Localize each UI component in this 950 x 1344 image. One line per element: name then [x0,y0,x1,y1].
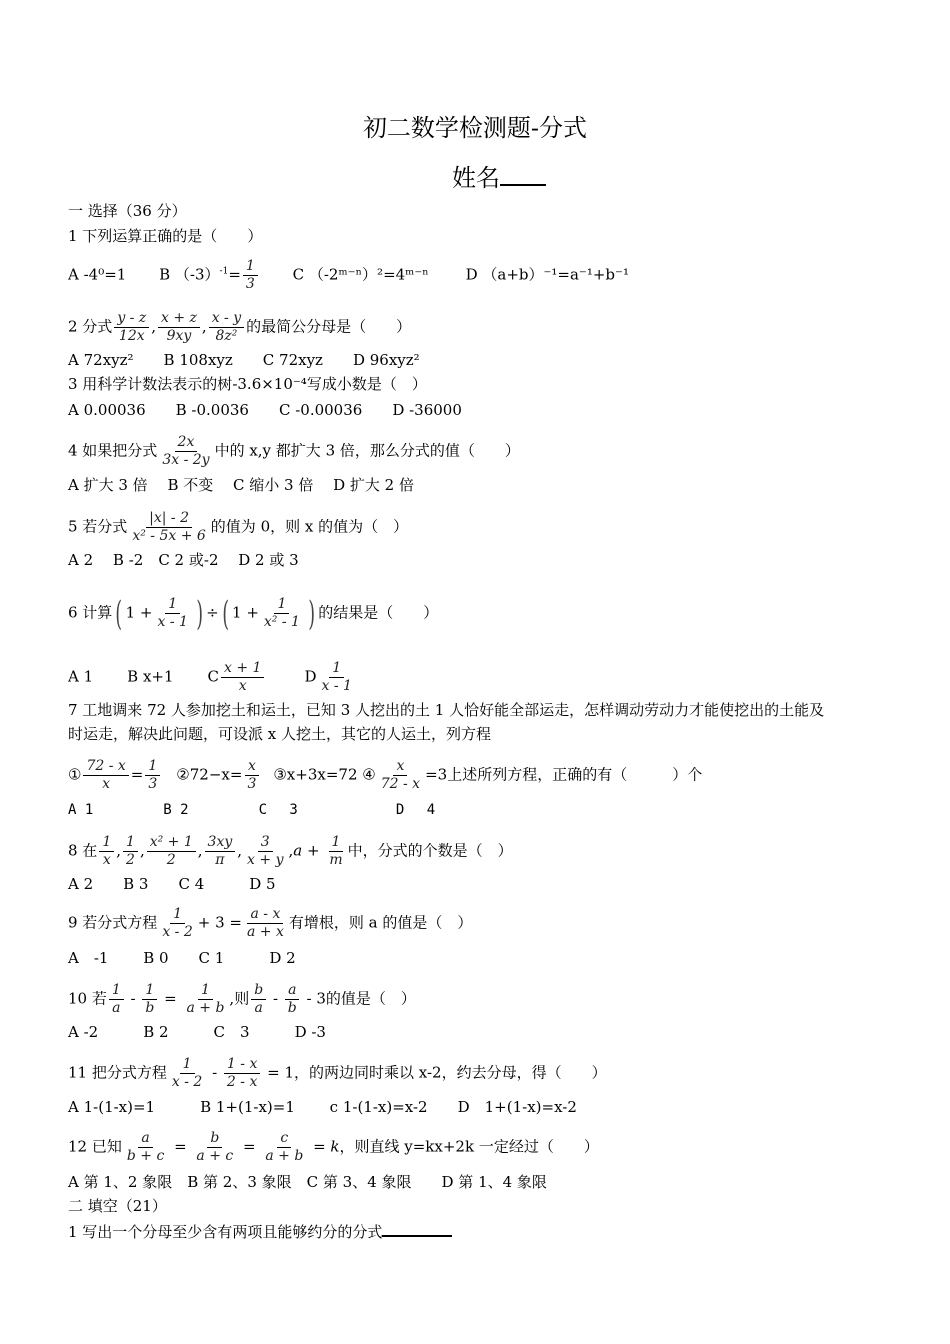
q10-pre: 10 若 [68,989,107,1008]
fill-q1-stem: 1 写出一个分母至少含有两项且能够约分的分式 [68,1223,383,1241]
q4-num: 2x [175,434,198,452]
q2-f1-num: y - z [114,310,149,328]
q2-f1-den: 12x [118,328,145,344]
q9-g-num: a - x [247,906,283,924]
q1-option-c: C （-2ᵐ⁻ⁿ）²=4ᵐ⁻ⁿ [292,265,429,284]
q5-options: A 2 B -2 C 2 或-2 D 2 或 3 [68,551,299,569]
q8-fraction-6: $\frac{1}{m}$ [329,834,343,868]
q6-stem: 6 计算( 1 + $\frac{1}{x - 1}$ ) ÷( 1 + $\frac{1}{\text{x² - 1}}$ ) 的结果是（ ） [68,593,439,634]
q6-f2-den: x² - 1 [263,614,300,630]
q6-f2-num: 1 [274,596,289,614]
q9-pre: 9 若分式方程 [68,913,158,932]
q5-fraction [129,510,208,545]
q8-pre: 8 在 [68,841,98,860]
q1-b-num: 1 [243,258,258,276]
q2-f2-num: x + z [158,310,200,328]
q6-option-c-fraction [221,660,264,695]
q1-option-b-fraction [243,258,258,293]
q1-option-a: A -4⁰=1 [68,265,127,284]
q7-equations [68,758,702,793]
q2-post: 的最简公分母是（ ） [246,317,412,336]
q9-options: A -1 B 0 C 1 D 2 [68,949,296,967]
q1-option-b-eq: = [228,265,241,284]
q6-fraction-1 [154,596,190,631]
q7-e1r-num: 1 [145,758,160,776]
q6-option-c: C [207,667,220,686]
q7-eq2: ②72−x= [176,765,243,784]
q9-f-den: x - 2 [162,924,193,940]
q5-pre: 5 若分式 [68,517,128,536]
q4-fraction [159,434,212,469]
q6-post: 的结果是（ ） [318,603,439,622]
q7-e1-den: x [102,776,111,792]
q5-den: x² - 5x + 6 [132,528,206,544]
q6-d-den: x - 1 [321,678,352,694]
q8-fraction-3: $\frac{\text{x² + 1}}{2}$ [147,834,196,869]
q10-post: 的值是（ ） [325,989,416,1008]
section-choice-heading: 一 选择（36 分） [68,202,187,220]
fill-q1-answer-blank[interactable] [382,1221,452,1237]
q6-c-num: x + 1 [221,660,264,678]
q6-option-b: B x+1 [127,667,174,686]
name-field [452,158,546,193]
q6-d-num: 1 [329,660,344,678]
q1-option-b-exp: -1 [219,266,229,277]
q8-stem: 8 在 $\frac{1}{x}$ , $\frac{1}{2}$ , $\frac{\text{x² + 1}}{2}$ , $\frac{3xy}{\pi}$ , $\frac{3}{x + y}$ ,a + $\frac{1}{m}$ 中，分式的个数是（ ） [68,834,513,868]
q2-options: A 72xyz² B 108xyz C 72xyz D 96xyz² [68,351,420,369]
q6-f1-den: x - 1 [157,614,188,630]
q8-fraction-2: $\frac{1}{2}$ [123,834,138,869]
q6-c-den: x [238,678,247,694]
q12-pre: 12 已知 [68,1137,122,1156]
q7-stem-line-2: 时运走，解决此问题，可设派 x 人挖土，其它的人运土，列方程 [68,725,491,743]
q1-options [68,258,629,293]
q7-eq1-lhs [83,758,128,793]
q9-mid: + 3 = [197,913,242,932]
q7-e2-num: x [245,758,259,776]
q4-options: A 扩大 3 倍 B 不变 C 缩小 3 倍 D 扩大 2 倍 [68,476,414,494]
q9-post: 有增根，则 a 的值是（ ） [288,913,473,932]
q7-eq4-eq: =3 [425,765,448,784]
q7-e1-num: 72 - x [83,758,128,776]
q2-fraction-1 [114,310,149,345]
q6-option-d-fraction [318,660,354,695]
q7-e2-den: 3 [247,776,257,792]
q1-stem: 1 下列运算正确的是（ ） [68,227,263,245]
q5-num: |x| - 2 [146,510,192,528]
q10-options: A -2 B 2 C 3 D -3 [68,1023,326,1041]
section-fill-heading: 二 填空（21） [68,1197,167,1215]
q6-fraction-2 [261,596,303,631]
q3-stem: 3 用科学计数法表示的树-3.6×10⁻⁴写成小数是（ ） [68,375,427,393]
q11-post: ，的两边同时乘以 x-2，约去分母，得（ ） [294,1063,607,1082]
q12-stem: 12 已知 $\frac{a}{b + c}$ = $\frac{b}{a + c}$ = $\frac{c}{a + b}$ = k，则直线 y=kx+2k 一定经过（ ） [68,1130,599,1164]
q4-den: 3x - 2y [162,452,210,468]
q1-option-b-pre: B （-3） [159,265,220,284]
q2-f2-den: 9xy [166,328,192,344]
q6-f1-num: 1 [165,596,180,614]
q8-fraction-4: $\frac{3xy}{\pi}$ [205,834,236,869]
q7-e4-num: x [393,758,407,776]
q11-options: A 1-(1-x)=1 B 1+(1-x)=1 c 1-(1-x)=x-2 D 1+(1-x)=x-2 [68,1098,577,1116]
q8-fraction-1: $\frac{1}{x}$ [99,834,114,869]
q8-post: 中，分式的个数是（ ） [347,841,513,860]
q3-options: A 0.00036 B -0.0036 C -0.00036 D -36000 [68,401,462,419]
q4-pre: 4 如果把分式 [68,441,158,460]
q12-options: A 第 1、2 象限 B 第 2、3 象限 C 第 3、4 象限 D 第 1、4 象限 [68,1173,547,1191]
q5-stem [68,510,408,545]
page-title: 初二数学检测题-分式 [362,114,588,142]
q6-term-1: 1 + [125,603,153,622]
q6-option-d: D [304,667,317,686]
q9-fraction-2 [244,906,287,941]
q12-post: ，则直线 y=kx+2k 一定经过（ ） [339,1137,599,1156]
name-blank[interactable] [500,162,546,186]
q5-post: 的值为 0，则 x 的值为（ ） [210,517,409,536]
q6-options [68,660,357,695]
q7-eq1-rhs [145,758,160,793]
q2-f3-den: 8z² [215,328,238,344]
q2-fraction-3 [209,310,244,345]
name-label: 姓名 [452,164,500,192]
q2-stem: 2 分式 $\frac{y - z}{12x}$ , $\frac{x + z}{9xy}$ , $\frac{x - y}{\text{8z²}}$ 的最简公分母是（ ） [68,310,412,344]
q9-f-num: 1 [170,906,185,924]
q9-stem [68,906,472,941]
q6-option-a: A 1 [68,667,94,686]
q9-fraction-1 [159,906,195,941]
q1-option-d: D （a+b）⁻¹=a⁻¹+b⁻¹ [465,265,629,284]
q7-post: 上述所列方程，正确的有（ ）个 [447,765,703,784]
q7-eq4-fraction [378,758,423,793]
q7-eq3: ③x+3x=72 ④ [273,765,376,784]
q2-f3-num: x - y [209,310,244,328]
q2-fraction-2 [158,310,200,345]
q4-stem [68,434,520,469]
q7-eq2-fraction [244,758,259,793]
q7-e1r-den: 3 [148,776,158,792]
q2-pre: 2 分式 [68,317,113,336]
q11-pre: 11 把分式方程 [68,1063,167,1082]
q10-stem: 10 若 $\frac{1}{a}$ - $\frac{1}{b}$ = $\frac{1}{a + b}$ ,则 $\frac{b}{a}$ - $\frac{a}{b}$ - 3的值是（ ） [68,982,416,1016]
q7-options: A 1 B 2 C 3 D 4 [68,802,436,818]
fill-q1 [68,1221,452,1242]
q6-divide: ÷ [206,603,219,622]
q1-b-den: 3 [245,276,255,292]
q8-options: A 2 B 3 C 4 D 5 [68,875,276,893]
q9-g-den: a + x [246,924,284,940]
q7-eq1-label: ① [68,765,82,784]
q6-pre: 6 计算 [68,603,113,622]
q7-e4-den: 72 - x [380,776,421,792]
q11-stem: 11 把分式方程 $\frac{1}{x - 2}$ - $\frac{1 - x}{2 - x}$ = 1，的两边同时乘以 x-2，约去分母，得（ ） [68,1056,607,1090]
q6-term-2: 1 + [232,603,259,622]
q7-eq1-eq: = [130,765,144,784]
q8-fraction-5: $\frac{3}{x + y}$ [247,834,284,868]
q4-post: 中的 x,y 都扩大 3 倍，那么分式的值（ ） [214,441,520,460]
q7-stem-line-1: 7 工地调来 72 人参加挖土和运土，已知 3 人挖出的土 1 人恰好能全部运走，怎样调动劳动力才能使挖出的土能及 [68,701,825,719]
